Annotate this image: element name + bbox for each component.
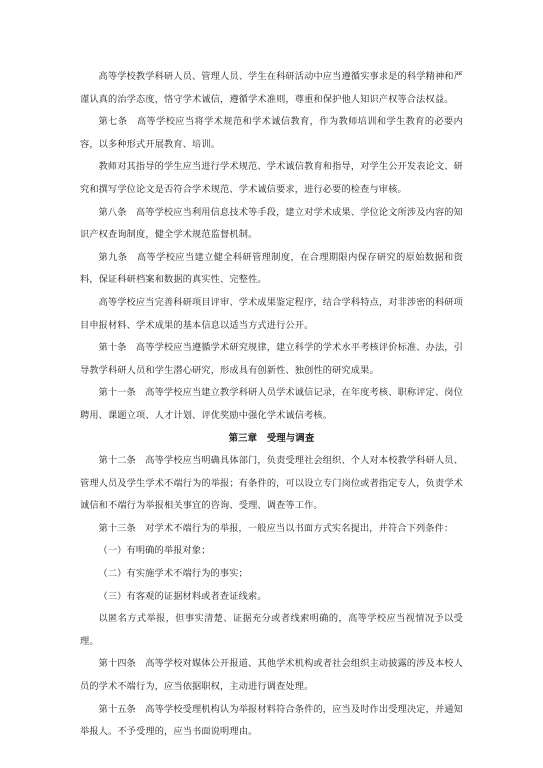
article-9-paragraph: 第九条 高等学校应当建立健全科研管理制度，在合理期限内保存研究的原始数据和资料，保证科研档案和数据的真实性、完整性。: [80, 251, 463, 286]
document-page: [80, 66, 463, 744]
paragraph: 高等学校应当完善科研项目评审、学术成果鉴定程序，结合学科特点，对非涉密的科研项目申报材料、学术成果的基本信息以适当方式进行公开。: [80, 296, 463, 331]
article-13-paragraph: 第十三条 对学术不端行为的举报，一般应当以书面方式实名提出，并符合下列条件：: [98, 522, 454, 534]
article-12-paragraph: 第十二条 高等学校应当明确具体部门，负责受理社会组织、个人对本校教学科研人员、管理人员及学生学术不端行为的举报；有条件的，可以设立专门岗位或者指定专人，负责学术诚信和不端行为举报相关事宜的咨询、受理、调查等工作。: [80, 455, 463, 512]
article-15-paragraph: 第十五条 高等学校受理机构认为举报材料符合条件的，应当及时作出受理决定，并通知举报人。不予受理的，应当书面说明理由。: [80, 703, 463, 738]
list-item: （二）有实施学术不端行为的事实；: [98, 568, 248, 580]
chapter-heading: 第三章 受理与调查: [228, 432, 315, 444]
paragraph: 教师对其指导的学生应当进行学术规范、学术诚信教育和指导，对学生公开发表论文、研究和撰写学位论文是否符合学术规范、学术诚信要求，进行必要的检查与审核。: [80, 161, 463, 195]
article-7-paragraph: 第七条 高等学校应当将学术规范和学术诚信教育，作为教师培训和学生教育的必要内容，以多种形式开展教育、培训。: [80, 116, 463, 150]
paragraph: 以匿名方式举报，但事实清楚、证据充分或者线索明确的，高等学校应当视情况予以受理。: [80, 613, 463, 647]
article-11-paragraph: 第十一条 高等学校应当建立教学科研人员学术诚信记录，在年度考核、职称评定、岗位聘用、课题立项、人才计划、评优奖励中强化学术诚信考核。: [80, 387, 463, 421]
list-item: （一）有明确的举报对象；: [98, 545, 211, 557]
article-14-paragraph: 第十四条 高等学校对媒体公开报道、其他学术机构或者社会组织主动披露的涉及本校人员的学术不端行为，应当依据职权，主动进行调查处理。: [80, 658, 463, 693]
article-10-paragraph: 第十条 高等学校应当遵循学术研究规律，建立科学的学术水平考核评价标准、办法，引导教学科研人员和学生潜心研究，形成具有创新性、独创性的研究成果。: [80, 342, 463, 376]
paragraph: 高等学校教学科研人员、管理人员、学生在科研活动中应当遵循实事求是的科学精神和严谨认真的治学态度，恪守学术诚信，遵循学术准则，尊重和保护他人知识产权等合法权益。: [80, 71, 463, 105]
list-item: （三）有客观的证据材料或者查证线索。: [98, 590, 267, 602]
article-8-paragraph: 第八条 高等学校应当利用信息技术等手段，建立对学术成果、学位论文所涉及内容的知识产权查询制度，健全学术规范监督机制。: [80, 206, 463, 241]
